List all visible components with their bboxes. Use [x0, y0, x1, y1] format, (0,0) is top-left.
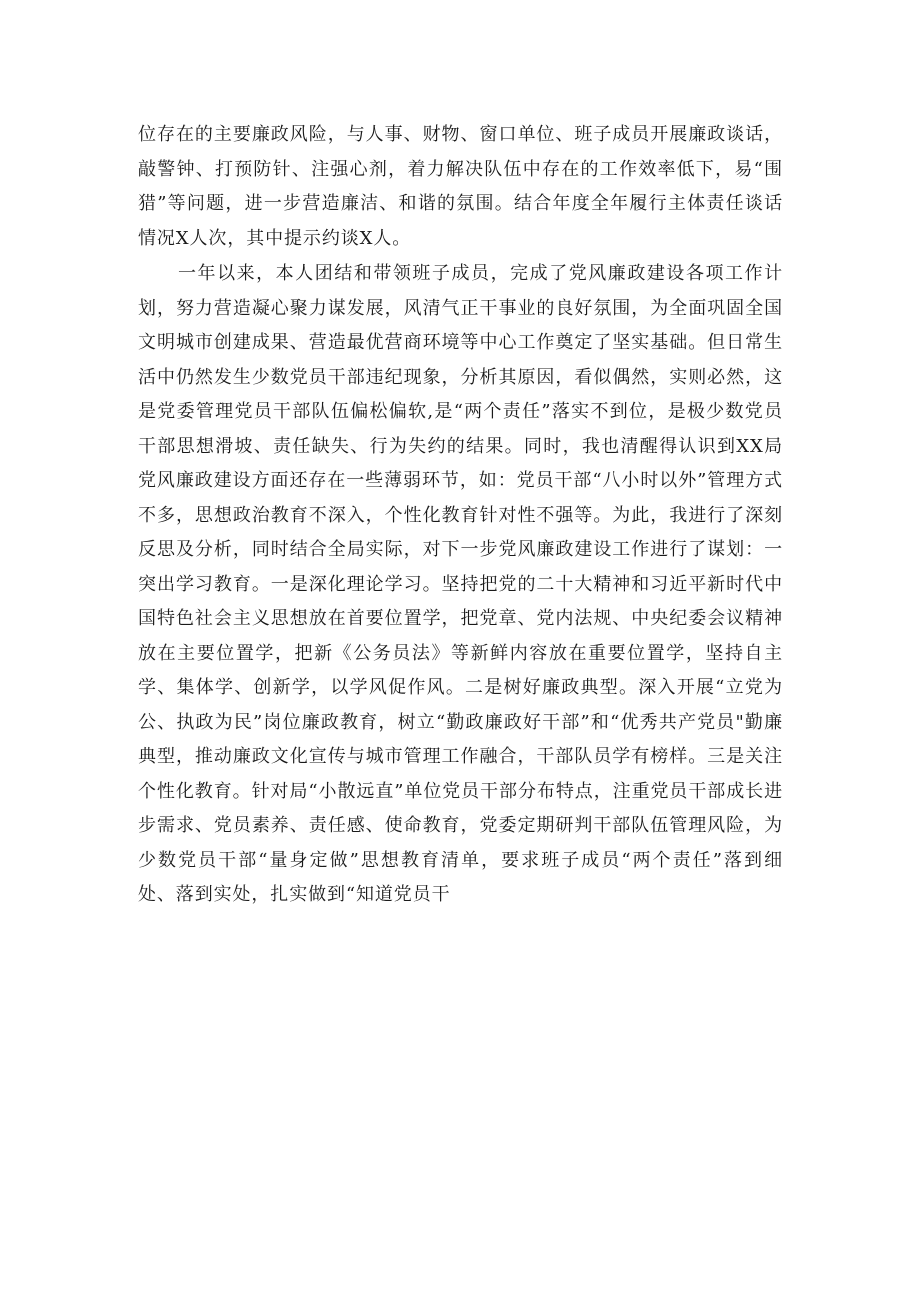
document-body — [138, 118, 783, 913]
paragraph-1: 位存在的主要廉政风险，与人事、财物、窗口单位、班子成员开展廉政谈话，敲警钟、打预防针、注强心剂，着力解决队伍中存在的工作效率低下，易“围猎”等问题，进一步营造廉洁、和谐的氛围。结合年度全年履行主体责任谈话情况X人次，其中提示约谈X人。 — [138, 124, 783, 249]
paragraph-2: 一年以来，本人团结和带领班子成员，完成了党风廉政建设各项工作计划，努力营造凝心聚力谋发展，风清气正干事业的良好氛围，为全面巩固全国文明城市创建成果、营造最优营商环境等中心工作奠定了坚实基础。但日常生活中仍然发生少数党员干部违纪现象，分析其原因，看似偶然，实则必然，这是党委管理党员干部队伍偏松偏软,是“两个责任”落实不到位，是极少数党员干部思想滑坡、责任缺失、行为失约的结果。同时，我也清醒得认识到XX局党风廉政建设方面还存在一些薄弱环节，如：党员干部“八小时以外”管理方式不多，思想政治教育不深入，个性化教育针对性不强等。为此，我进行了深刻反思及分析，同时结合全局实际，对下一步党风廉政建设工作进行了谋划：一突出学习教育。一是深化理论学习。坚持把党的二十大精神和习近平新时代中国特色社会主义思想放在首要位置学，把党章、党内法规、中央纪委会议精神放在主要位置学，把新《公务员法》等新鲜内容放在重要位置学，坚持自主学、集体学、创新学，以学风促作风。二是树好廉政典型。深入开展“立党为公、执政为民”岗位廉政教育，树立“勤政廉政好干部”和“优秀共产党员"勤廉典型，推动廉政文化宣传与城市管理工作融合，干部队员学有榜样。三是关注个性化教育。针对局“小散远直”单位党员干部分布特点，注重党员干部成长进步需求、党员素养、责任感、使命教育，党委定期研判干部队伍管理风险，为少数党员干部“量身定做”思想教育清单，要求班子成员“两个责任”落到细处、落到实处，扎实做到“知道党员干 — [138, 263, 784, 905]
